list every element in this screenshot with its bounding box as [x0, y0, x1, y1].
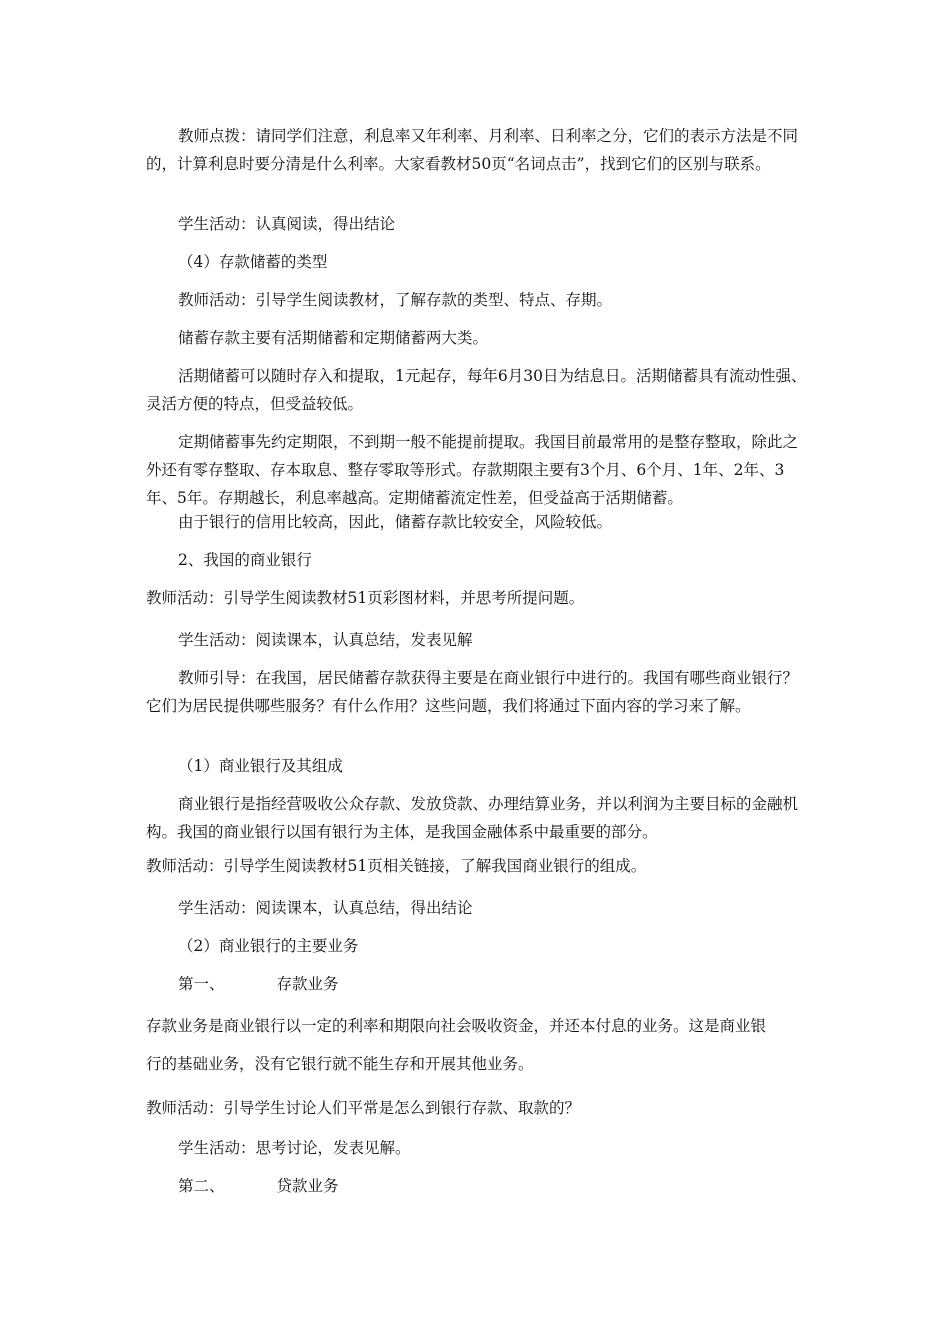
paragraph-demand-savings: 活期储蓄可以随时存入和提取，1元起存，每年6月30日为结息日。活期储蓄具有流动性强、灵活方便的特点，但受益较低。 [146, 367, 807, 413]
title-loan-business: 贷款业务 [276, 1177, 339, 1195]
heading-deposit-business [146, 970, 811, 998]
paragraph-credit: 由于银行的信用比较高，因此，储蓄存款比较安全，风险较低。 [178, 513, 613, 531]
heading-main-business: （2）商业银行的主要业务 [178, 937, 359, 955]
paragraph-teacher-activity-2: 教师活动：引导学生阅读教材51页彩图材料，并思考所提问题。 [146, 589, 585, 607]
paragraph-student-activity-2: 学生活动：阅读课本，认真总结，发表见解 [178, 631, 473, 649]
paragraph-interest-note: 教师点拨：请同学们注意，利息率又年利率、月利率、日利率之分，它们的表示方法是不同的，计算利息时要分清是什么利率。大家看教材50页“名词点击”，找到它们的区别与联系。 [146, 127, 799, 173]
paragraph-teacher-activity-3: 教师活动：引导学生阅读教材51页相关链接，了解我国商业银行的组成。 [146, 857, 647, 875]
heading-loan-business [146, 1172, 811, 1200]
heading-bank-composition: （1）商业银行及其组成 [178, 757, 343, 775]
paragraph-deposit-2: 行的基础业务，没有它银行就不能生存和开展其他业务。 [146, 1055, 534, 1073]
ordinal-first: 第一、 [178, 975, 225, 993]
paragraph-teacher-discuss: 教师活动：引导学生讨论人们平常是怎么到银行存款、取款的？ [146, 1099, 581, 1117]
title-deposit-business: 存款业务 [276, 975, 339, 993]
paragraph-deposit-1: 存款业务是商业银行以一定的利率和期限向社会吸收资金，并还本付息的业务。这是商业银 [146, 1017, 767, 1035]
paragraph-bank-definition: 商业银行是指经营吸收公众存款、发放贷款、办理结算业务，并以利润为主要目标的金融机构。我国的商业银行以国有银行为主体，是我国金融体系中最重要的部分。 [146, 795, 799, 841]
heading-deposit-types: （4）存款储蓄的类型 [178, 253, 328, 271]
ordinal-second: 第二、 [178, 1177, 225, 1195]
paragraph-teacher-activity-1: 教师活动：引导学生阅读教材，了解存款的类型、特点、存期。 [178, 291, 613, 309]
heading-commercial-banks: 2、我国的商业银行 [178, 551, 312, 569]
paragraph-student-activity-3: 学生活动：阅读课本，认真总结，得出结论 [178, 899, 473, 917]
paragraph-two-types: 储蓄存款主要有活期储蓄和定期储蓄两大类。 [178, 329, 489, 347]
paragraph-teacher-guide: 教师引导：在我国，居民储蓄存款获得主要是在商业银行中进行的。我国有哪些商业银行？它们为居民提供哪些服务？有什么作用？这些问题，我们将通过下面内容的学习来了解。 [146, 669, 799, 715]
paragraph-fixed-savings: 定期储蓄事先约定期限，不到期一般不能提前提取。我国目前最常用的是整存整取，除此之外还有零存整取、存本取息、整存零取等形式。存款期限主要有3个月、6个月、1年、2年、3年、5年。存期越长，利息率越高。定期储蓄流定性差，但受益高于活期储蓄。 [146, 433, 799, 507]
paragraph-student-discuss: 学生活动：思考讨论，发表见解。 [178, 1139, 411, 1157]
paragraph-student-read: 学生活动：认真阅读，得出结论 [178, 215, 396, 233]
